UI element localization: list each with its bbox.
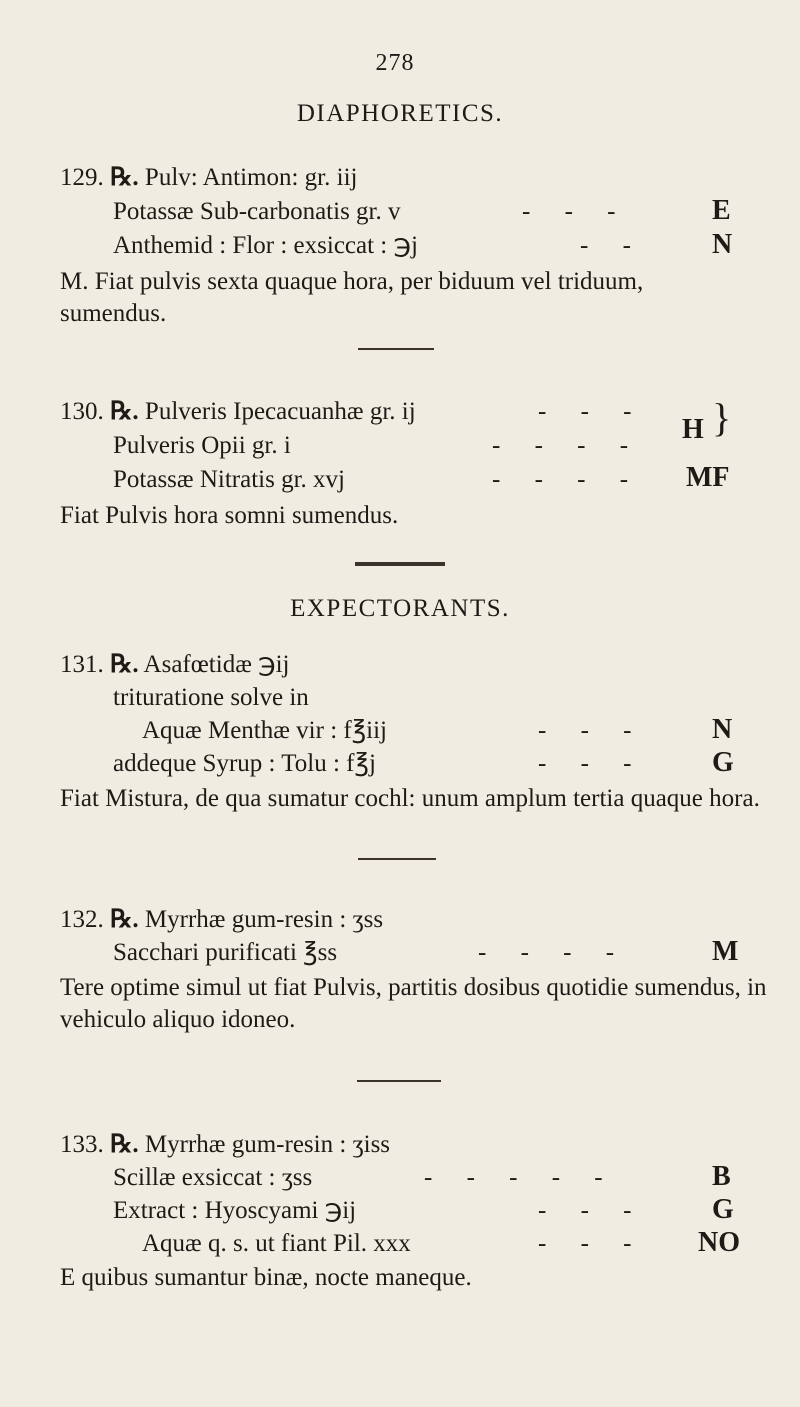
directions: Fiat Mistura, de qua sumatur cochl: unum amplum tertia quaque hora.: [60, 785, 760, 812]
recipe-number: 131.: [60, 651, 104, 678]
margin-letter: G: [712, 1194, 734, 1225]
recipe-number: 129.: [60, 164, 104, 191]
page-number: 278: [375, 50, 415, 76]
ingredient-line: Myrrhæ gum-resin : ʒiss: [144, 1131, 391, 1158]
directions: E quibus sumantur binæ, nocte maneque.: [60, 1264, 472, 1291]
directions: M. Fiat pulvis sexta quaque hora, per biduum vel triduum, sumendus.: [60, 268, 644, 327]
dash-leader: - - - -: [492, 466, 643, 493]
ingredient-line: Potassæ Sub-carbonatis gr. v: [113, 198, 401, 225]
rx-symbol: ℞.: [110, 906, 139, 933]
dash-leader: - - - -: [492, 432, 643, 459]
divider: [357, 1080, 441, 1082]
dash-leader: - - -: [538, 1197, 646, 1224]
divider: [358, 858, 436, 860]
ingredient-line: Potassæ Nitratis gr. xvj: [113, 466, 345, 493]
ingredient-line: Aquæ q. s. ut fiant Pil. xxx: [142, 1230, 411, 1257]
rx-symbol: ℞.: [110, 398, 139, 425]
divider: [358, 348, 434, 350]
margin-letter: B: [712, 1161, 731, 1192]
dash-leader: - - -: [538, 398, 646, 425]
margin-letter: N: [712, 714, 733, 745]
margin-letter: N: [712, 229, 733, 260]
recipe-number: 132.: [60, 906, 104, 933]
ingredient-line: Sacchari purificati ℥ss: [113, 939, 338, 966]
dash-leader: - - -: [538, 717, 646, 744]
dash-leader: - -: [580, 232, 645, 259]
section-heading-expectorants: EXPECTORANTS.: [290, 595, 510, 622]
margin-letter: H: [682, 414, 704, 445]
ingredient-line: addeque Syrup : Tolu : f℥j: [113, 750, 376, 777]
directions: Fiat Pulvis hora somni sumendus.: [60, 502, 399, 529]
dash-leader: - - -: [538, 750, 646, 777]
ingredient-line: Myrrhæ gum-resin : ʒss: [144, 906, 384, 933]
ingredient-line: Aquæ Menthæ vir : f℥iij: [142, 717, 387, 744]
rx-symbol: ℞.: [110, 651, 139, 678]
ingredient-line: Asafœtidæ ℈ij: [143, 651, 290, 678]
ingredient-line: trituratione solve in: [113, 684, 309, 711]
margin-letter: G: [712, 747, 734, 778]
divider: [355, 562, 445, 566]
ingredient-line: Pulv: Antimon: gr. iij: [144, 164, 358, 191]
ingredient-line: Scillæ exsiccat : ʒss: [113, 1164, 313, 1191]
margin-letter: E: [712, 195, 731, 226]
margin-letter: M: [712, 936, 739, 967]
rx-symbol: ℞.: [110, 1131, 139, 1158]
ingredient-line: Anthemid : Flor : exsiccat : ℈j: [113, 232, 418, 259]
section-heading-diaphoretics: DIAPHORETICS.: [296, 100, 504, 127]
dash-leader: - - -: [538, 1230, 646, 1257]
ingredient-line: Extract : Hyoscyami ℈ij: [113, 1197, 357, 1224]
ingredient-line: Pulveris Ipecacuanhæ gr. ij: [144, 398, 416, 425]
recipe-number: 130.: [60, 398, 104, 425]
ingredient-line: Pulveris Opii gr. i: [113, 432, 291, 459]
margin-letter: NO: [698, 1227, 740, 1258]
directions: Tere optime simul ut fiat Pulvis, partitis dosibus quotidie sumendus, in vehiculo aliquo idoneo.: [60, 974, 767, 1033]
dash-leader: - - - -: [478, 939, 629, 966]
rx-symbol: ℞.: [110, 164, 139, 191]
margin-letter: MF: [686, 462, 730, 493]
recipe-number: 133.: [60, 1131, 104, 1158]
brace-icon: }: [712, 395, 732, 440]
dash-leader: - - -: [522, 198, 630, 225]
dash-leader: - - - - -: [424, 1164, 617, 1191]
